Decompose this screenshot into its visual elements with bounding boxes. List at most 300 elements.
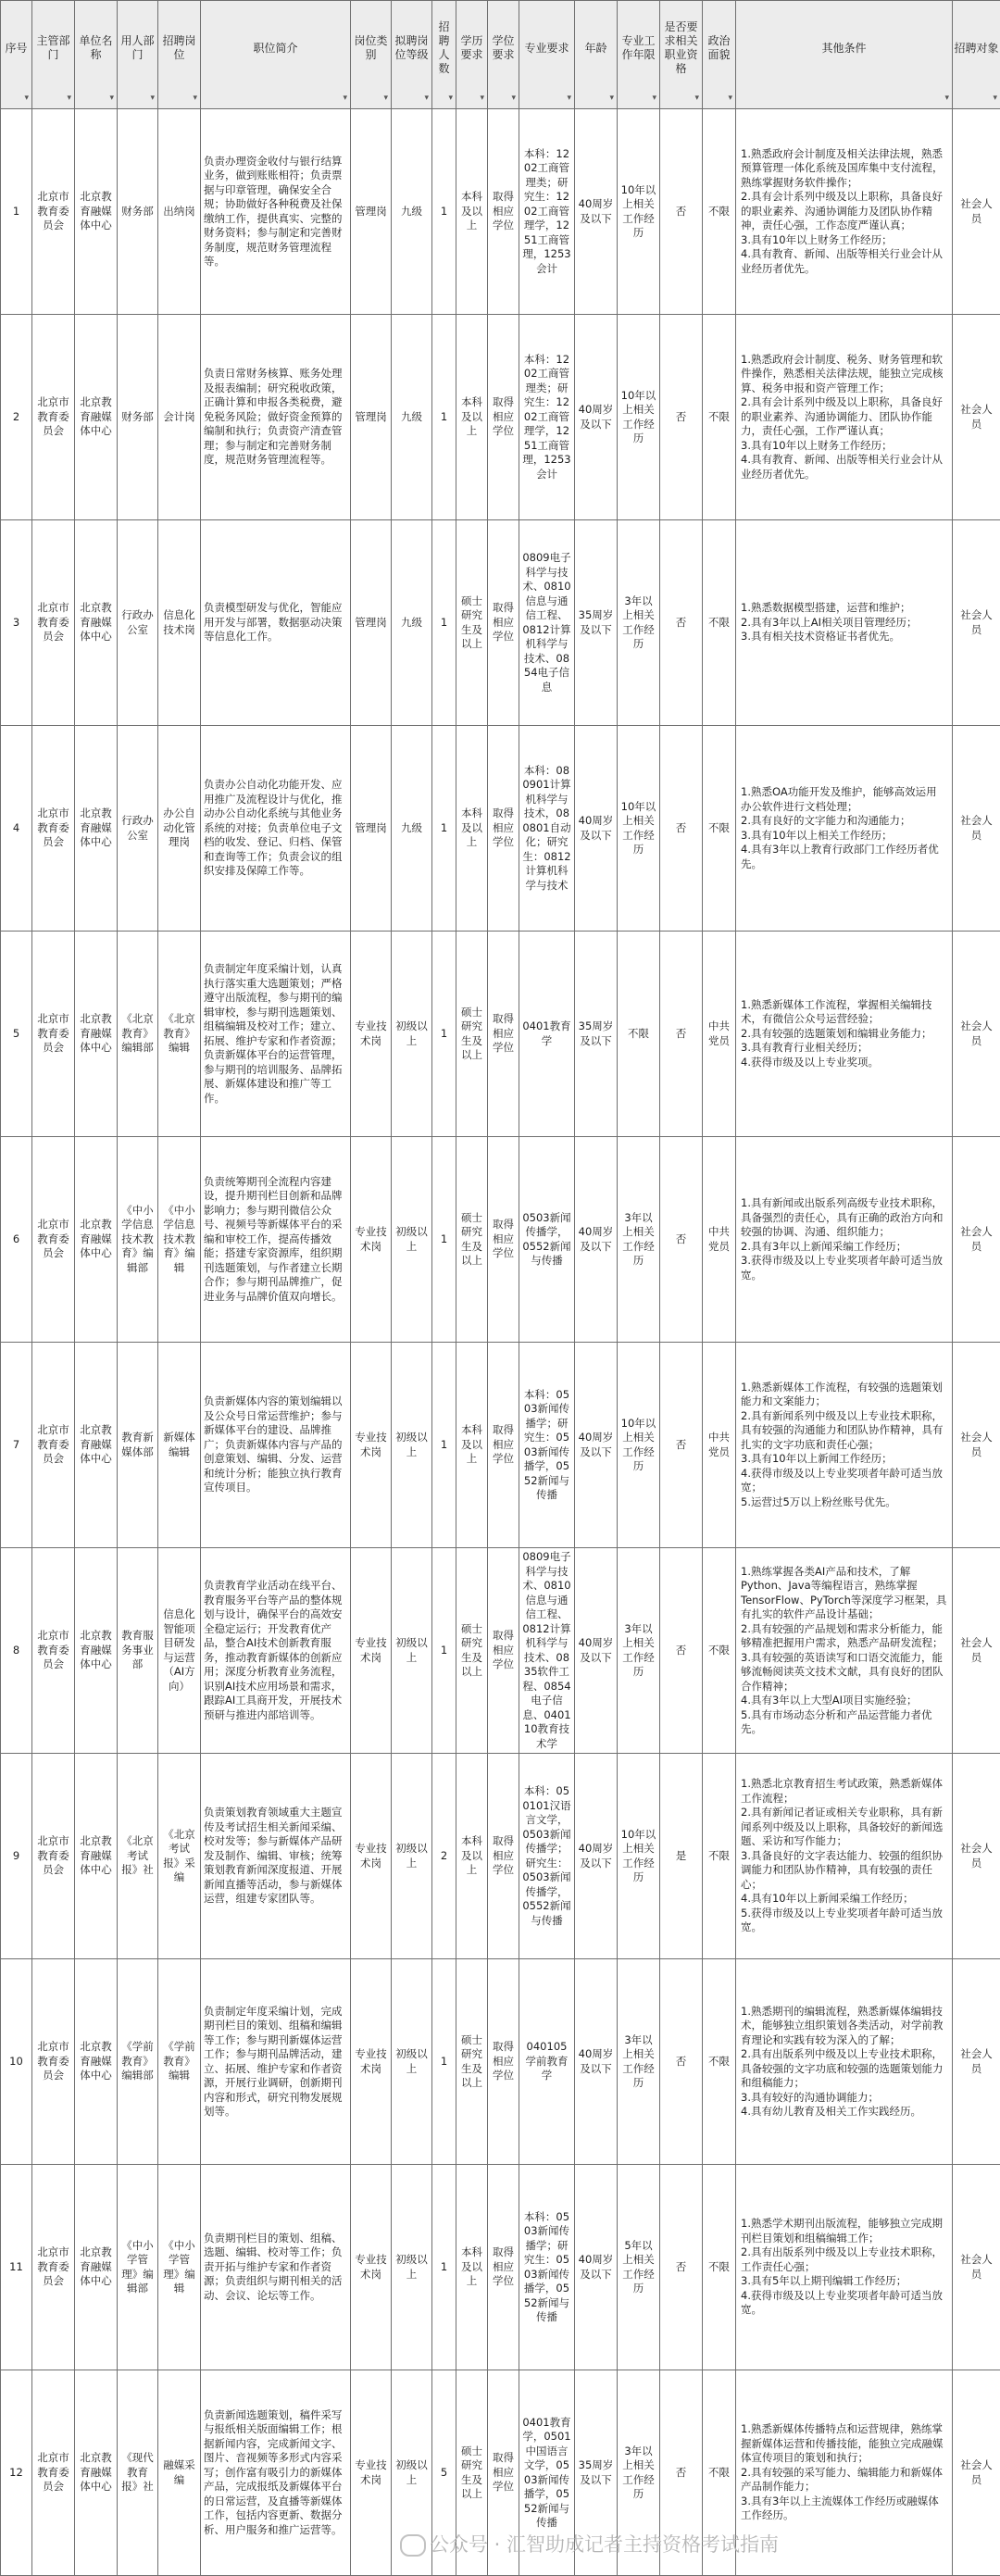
cell-target: 社会人员 [953,932,1000,1137]
cell-count: 1 [432,315,456,520]
cell-edu: 硕士研究生及以上 [456,1959,488,2165]
cell-other [736,1343,953,1548]
cell-years: 5年以上相关工作经历 [618,2165,660,2370]
other-condition-line: 1.熟练掌握各类AI产品和技术，了解Python、Java等编程语言，熟练掌握TensorFlow、PyTorch等深度学习框架，具有扎实的软件产品设计基础； [741,1565,947,1622]
cell-politics: 不限 [703,2165,736,2370]
cell-target: 社会人员 [953,1548,1000,1754]
cell-cert: 否 [660,1548,703,1754]
cell-unit: 北京教育融媒体中心 [75,109,118,315]
cell-cert: 否 [660,315,703,520]
cell-edu: 硕士研究生及以上 [456,932,488,1137]
cell-level: 九级 [392,109,432,315]
column-header-label: 单位名称 [79,34,112,61]
column-header[interactable] [488,1,519,109]
filter-dropdown-icon[interactable]: ▾ [511,92,516,106]
cell-target: 社会人员 [953,520,1000,726]
cell-post: 《中小学信息技术教育》编辑 [158,1137,201,1343]
cell-edu: 本科及以上 [456,1754,488,1959]
column-header[interactable] [456,1,488,109]
other-condition-line: 4.具有幼儿教育及相关工作实践经历。 [741,2105,947,2120]
cell-degree: 取得相应学位 [488,2165,519,2370]
other-condition-line: 4.具有教育、新闻、出版等相关行业会计从业经历者优先。 [741,453,947,481]
cell-category: 专业技术岗 [351,1343,392,1548]
cell-post: 《北京考试报》采编 [158,1754,201,1959]
cell-dept: 北京市教育委员会 [32,2165,75,2370]
cell-unit: 北京教育融媒体中心 [75,1137,118,1343]
cell-category: 专业技术岗 [351,2165,392,2370]
cell-level: 初级以上 [392,1548,432,1754]
cell-years: 10年以上相关工作经历 [618,726,660,932]
cell-age: 40周岁及以下 [575,1343,618,1548]
column-header[interactable] [703,1,736,109]
other-condition-line: 1.熟悉新媒体传播特点和运营规律，熟练掌握新媒体运营和传播技能，能独立完成融媒体宣传项目的策划和执行； [741,2422,947,2466]
column-header-label: 学位要求 [492,34,514,61]
cell-unit: 北京教育融媒体中心 [75,1959,118,2165]
cell-major: 本科：1202工商管理类；研究生：1202工商管理学，1251工商管理，1253会计 [519,315,575,520]
other-condition-line: 1.具有新闻或出版系列高级专业技术职称，具备强烈的责任心，具有正确的政治方向和较强的协调、沟通、组织能力； [741,1196,947,1240]
cell-politics: 不限 [703,1754,736,1959]
cell-target: 社会人员 [953,1137,1000,1343]
cell-category: 专业技术岗 [351,2370,392,2576]
column-header[interactable] [432,1,456,109]
cell-unit: 北京教育融媒体中心 [75,726,118,932]
other-condition-line: 2.具有会计系列中级及以上职称，具备良好的职业素养、沟通协调能力及团队协作精神，责任心强，工作态度严谨认真； [741,190,947,233]
cell-other [736,932,953,1137]
cell-intro: 负责新闻选题策划，稿件采写与报纸相关版面编辑工作；根据新闻内容，完成新闻文字、图片、音视频等多形式内容采写；创作富有吸引力的新媒体产品，完成报纸及新媒体平台的日常运营，及直播等新媒体工作，包括内容更新、数据分析、用户服务和推广运营等。 [201,2370,351,2576]
cell-politics: 中共党员 [703,1137,736,1343]
column-header[interactable] [118,1,158,109]
cell-no: 6 [1,1137,32,1343]
cell-intro: 负责办理资金收付与银行结算业务，做到账账相符；负责票据与印章管理，确保安全合规；协助做好各种税费及社保缴纳工作，提供真实、完整的财务资料；参与制定和完善财务制度，规范财务管理流程等。 [201,109,351,315]
cell-category: 专业技术岗 [351,1754,392,1959]
filter-dropdown-icon[interactable]: ▾ [150,92,155,106]
cell-years: 3年以上相关工作经历 [618,1137,660,1343]
cell-user-dept: 《现代教育报》社 [118,2370,158,2576]
cell-intro: 负责制定年度采编计划，认真执行落实重大选题策划；严格遵守出版流程，参与期刊的编辑审校，参与期刊选题策划、组稿编辑及校对工作；建立、拓展、维护专家和作者资源；负责新媒体平台的运营管理，参与期刊的培训服务、品牌拓展、新媒体建设和推广等工作。 [201,932,351,1137]
cell-count: 1 [432,520,456,726]
cell-degree: 取得相应学位 [488,726,519,932]
other-condition-line: 3.具有10年以上新闻工作经历； [741,1452,947,1467]
other-condition-line: 3.具有5年以上期刊编辑工作经历； [741,2274,947,2289]
cell-dept: 北京市教育委员会 [32,932,75,1137]
cell-other [736,1959,953,2165]
table-row [1,1137,1000,1343]
cell-post: 《学前教育》编辑 [158,1959,201,2165]
cell-major: 0503新闻传播学，0552新闻与传播 [519,1137,575,1343]
cell-intro: 负责策划教育领域重大主题宣传及考试招生相关新闻采编、校对发等；参与新媒体产品研发及制作、编辑、审核；统筹策划教育新闻深度报道、开展新闻直播等活动，参与新媒体运营，组建专家团队等。 [201,1754,351,1959]
cell-degree: 取得相应学位 [488,1959,519,2165]
cell-edu: 硕士研究生及以上 [456,1137,488,1343]
cell-unit: 北京教育融媒体中心 [75,520,118,726]
cell-degree: 取得相应学位 [488,1548,519,1754]
column-header-label: 序号 [5,42,27,55]
cell-politics: 不限 [703,1548,736,1754]
cell-dept: 北京市教育委员会 [32,520,75,726]
cell-category: 专业技术岗 [351,1548,392,1754]
other-condition-line: 3.获得市级及以上专业奖项者年龄可适当放宽。 [741,1254,947,1282]
other-condition-line: 1.熟悉新媒体工作流程，有较强的选题策划能力和文案能力； [741,1381,947,1409]
other-condition-line: 3.具有较好的沟通协调能力； [741,2091,947,2106]
column-header-label: 是否要求相关职业资格 [664,20,697,75]
cell-level: 初级以上 [392,2370,432,2576]
cell-level: 初级以上 [392,2165,432,2370]
cell-major: 0809电子科学与技术、0810信息与通信工程、0812计算机科学与技术、0854电子信息 [519,520,575,726]
cell-count: 1 [432,726,456,932]
column-header-label: 年龄 [584,42,606,55]
cell-degree: 取得相应学位 [488,1137,519,1343]
cell-years: 3年以上相关工作经历 [618,2370,660,2576]
cell-other [736,520,953,726]
cell-count: 1 [432,1137,456,1343]
column-header[interactable] [201,1,351,109]
cell-no: 3 [1,520,32,726]
filter-dropdown-icon[interactable]: ▾ [343,92,347,106]
column-header[interactable] [32,1,75,109]
cell-post: 新媒体编辑 [158,1343,201,1548]
cell-unit: 北京教育融媒体中心 [75,1343,118,1548]
cell-cert: 否 [660,109,703,315]
cell-level: 九级 [392,726,432,932]
cell-age: 40周岁及以下 [575,1754,618,1959]
cell-years: 10年以上相关工作经历 [618,109,660,315]
table-row [1,1959,1000,2165]
cell-age: 40周岁及以下 [575,1137,618,1343]
cell-count: 1 [432,1548,456,1754]
cell-no: 11 [1,2165,32,2370]
cell-level: 九级 [392,520,432,726]
other-condition-line: 1.熟悉政府会计制度及相关法律法规，熟悉预算管理一体化系统及国库集中支付流程，熟练掌握财务软件操作； [741,147,947,191]
cell-user-dept: 《北京教育》编辑部 [118,932,158,1137]
column-header[interactable] [75,1,118,109]
cell-other [736,1754,953,1959]
cell-cert: 否 [660,520,703,726]
cell-target: 社会人员 [953,1343,1000,1548]
cell-no: 12 [1,2370,32,2576]
cell-major: 0401教育学 [519,932,575,1137]
cell-count: 2 [432,1754,456,1959]
cell-cert: 是 [660,1754,703,1959]
other-condition-line: 2.具有较强的选题策划和编辑业务能力； [741,1027,947,1042]
table-row [1,2165,1000,2370]
cell-age: 40周岁及以下 [575,2165,618,2370]
cell-other [736,315,953,520]
filter-dropdown-icon[interactable]: ▾ [24,92,29,106]
cell-no: 10 [1,1959,32,2165]
column-header-label: 招聘对象 [954,42,998,55]
cell-category: 专业技术岗 [351,1137,392,1343]
cell-level: 初级以上 [392,1343,432,1548]
cell-post: 《中小学管理》编辑 [158,2165,201,2370]
filter-dropdown-icon[interactable]: ▾ [652,92,656,106]
column-header[interactable] [1,1,32,109]
cell-intro: 负责统筹期刊全流程内容建设，提升期刊栏目创新和品牌影响力；参与期刊微信公众号、视频号等新媒体平台的采编和审校工作，提高传播效能；搭建专家资源库，组织期刊选题策划，与作者建立长期合作；参与期刊品牌推广，促进业务与品牌价值双向增长。 [201,1137,351,1343]
cell-dept: 北京市教育委员会 [32,1343,75,1548]
cell-age: 35周岁及以下 [575,2370,618,2576]
cell-unit: 北京教育融媒体中心 [75,1548,118,1754]
cell-cert: 否 [660,2165,703,2370]
cell-politics: 不限 [703,2370,736,2576]
table-row [1,932,1000,1137]
cell-post: 《北京教育》编辑 [158,932,201,1137]
cell-post: 出纳岗 [158,109,201,315]
other-condition-line: 4.具有3年以上大型AI项目实施经验； [741,1694,947,1708]
column-header-label: 招聘岗位 [162,34,195,61]
cell-other [736,726,953,932]
cell-category: 管理岗 [351,315,392,520]
cell-level: 初级以上 [392,932,432,1137]
other-condition-line: 3.具有教育行业相关经历； [741,1041,947,1056]
column-header[interactable] [953,1,1000,109]
filter-dropdown-icon[interactable]: ▾ [424,92,429,106]
watermark-text: 公众号 · 汇智助成记者主持资格考试指南 [430,2533,779,2556]
column-header[interactable] [660,1,703,109]
filter-dropdown-icon[interactable]: ▾ [448,92,453,106]
column-header-label: 其他条件 [821,42,866,55]
cell-politics: 不限 [703,520,736,726]
other-condition-line: 1.熟悉新媒体工作流程，掌握相关编辑技术，有微信公众号运营经验； [741,998,947,1027]
cell-category: 管理岗 [351,109,392,315]
cell-target: 社会人员 [953,726,1000,932]
column-header-label: 专业工作年限 [621,34,655,61]
filter-dropdown-icon[interactable]: ▾ [480,92,484,106]
cell-user-dept: 《中小学信息技术教育》编辑部 [118,1137,158,1343]
table-header-row [1,1,1000,109]
cell-edu: 硕士研究生及以上 [456,1548,488,1754]
other-condition-line: 2.具有会计系列中级及以上职称，具备良好的职业素养、沟通协调能力、团队协作能力，责任心强，工作严谨认真； [741,395,947,439]
cell-no: 5 [1,932,32,1137]
cell-user-dept: 行政办公室 [118,520,158,726]
column-header[interactable] [618,1,660,109]
other-condition-line: 5.获得市级及以上专业奖项者年龄可适当放宽。 [741,1907,947,1935]
filter-dropdown-icon[interactable]: ▾ [109,92,114,106]
cell-post: 信息化技术岗 [158,520,201,726]
table-row [1,520,1000,726]
cell-dept: 北京市教育委员会 [32,109,75,315]
other-condition-line: 2.具有新闻记者证或相关专业职称，具有新闻系列中级及以上职称，具备较好的新闻选题、采访和写作能力； [741,1806,947,1849]
cell-intro: 负责新媒体内容的策划编辑以及公众号日常运营维护；参与新媒体平台的建设、品牌推广；负责新媒体内容与产品的创意策划、编辑、分发、运营和统计分析；能独立执行教育宣传项目。 [201,1343,351,1548]
cell-unit: 北京教育融媒体中心 [75,2370,118,2576]
column-header-label: 主管部门 [36,34,69,61]
cell-user-dept: 《北京考试报》社 [118,1754,158,1959]
cell-intro: 负责模型研发与优化，智能应用开发与部署，数据驱动决策等信息化工作。 [201,520,351,726]
cell-cert: 否 [660,2370,703,2576]
table-row [1,109,1000,315]
other-condition-line: 2.具有3年以上AI相关项目管理经历； [741,616,947,631]
cell-post: 办公自动化管理岗 [158,726,201,932]
cell-major: 0809电子科学与技术、0810信息与通信工程、0812计算机科学与技术、0835软件工程、0854电子信息、040110教育技术学 [519,1548,575,1754]
filter-dropdown-icon[interactable]: ▾ [993,92,997,106]
other-condition-line: 4.获得市级及以上专业奖项者年龄可适当放宽。 [741,2289,947,2318]
cell-intro: 负责制定年度采编计划，完成期刊栏目的策划、组稿和编辑等工作；参与期刊新媒体运营工作；参与期刊品牌活动，建立、拓展、维护专家和作者资源，开展行业调研，创新期刊内容和形式，研究刊物发展规划等。 [201,1959,351,2165]
other-condition-line: 4.具有10年以上新闻采编工作经历； [741,1892,947,1907]
cell-age: 40周岁及以下 [575,1548,618,1754]
watermark [400,2530,779,2557]
other-condition-line: 1.熟悉期刊的编辑流程，熟悉新媒体编辑技术，能够独立组织策划各类活动，对学前教育理论和实践有较为深入的了解； [741,2005,947,2048]
cell-edu: 硕士研究生及以上 [456,520,488,726]
cell-age: 40周岁及以下 [575,1959,618,2165]
cell-user-dept: 教育服务事业部 [118,1548,158,1754]
cell-other [736,1137,953,1343]
other-condition-line: 1.熟悉学术期刊出版流程，能够独立完成期刊栏目策划和组稿编辑工作； [741,2217,947,2245]
other-condition-line: 1.熟悉数据模型搭建，运营和维护； [741,601,947,616]
table-body [1,109,1000,2576]
cell-politics: 中共党员 [703,1343,736,1548]
cell-years: 不限 [618,932,660,1137]
cell-years: 10年以上相关工作经历 [618,315,660,520]
column-header[interactable] [575,1,618,109]
cell-other [736,2165,953,2370]
other-condition-line: 4.获得市级及以上专业奖项者年龄可适当放宽； [741,1467,947,1495]
cell-count: 1 [432,109,456,315]
cell-unit: 北京教育融媒体中心 [75,315,118,520]
cell-count: 1 [432,1959,456,2165]
cell-intro: 负责教育学业活动在线平台、教育服务平台等产品的整体规划与设计，确保平台的高效安全稳定运行；开发教育优产品，整合AI技术创新教育服务，推动教育新媒体的创新应用；深度分析教育业务流程，识别AI技术应用场景和需求，跟踪AI工具商开发，开展技术预研与推进内部培训等。 [201,1548,351,1754]
cell-user-dept: 行政办公室 [118,726,158,932]
other-condition-line: 2.具有较强的采写能力、编辑能力和新媒体产品制作能力； [741,2466,947,2495]
cell-other [736,1548,953,1754]
cell-dept: 北京市教育委员会 [32,315,75,520]
column-header-label: 用人部门 [120,34,154,61]
cell-degree: 取得相应学位 [488,932,519,1137]
other-condition-line: 3.具有3年以上主流媒体工作经历或融媒体工作经历。 [741,2495,947,2523]
column-header[interactable] [351,1,392,109]
cell-years: 10年以上相关工作经历 [618,1754,660,1959]
cell-intro: 负责期刊栏目的策划、组稿、选题、编辑、校对等工作；负责开拓与维护专家和作者资源；负责组织与期刊相关的活动、会议、论坛等工作。 [201,2165,351,2370]
cell-degree: 取得相应学位 [488,520,519,726]
other-condition-line: 2.具有出版系列中级及以上专业技术职称，具备较强的文字功底和较强的选题策划能力和组稿能力； [741,2047,947,2091]
cell-target: 社会人员 [953,1959,1000,2165]
cell-age: 40周岁及以下 [575,726,618,932]
cell-degree: 取得相应学位 [488,315,519,520]
column-header[interactable] [158,1,201,109]
other-condition-line: 2.具有3年以上新闻采编工作经历； [741,1240,947,1255]
column-header-label: 专业要求 [524,42,569,55]
cell-cert: 否 [660,932,703,1137]
cell-level: 九级 [392,315,432,520]
cell-major: 0401教育学，0501中国语言文学，0503新闻传播学，0552新闻与传播 [519,2370,575,2576]
cell-cert: 否 [660,1959,703,2165]
cell-user-dept: 教育新媒体部 [118,1343,158,1548]
cell-major: 本科：0503新闻传播学；研究生：0503新闻传播学，0552新闻与传播 [519,1343,575,1548]
cell-politics: 不限 [703,1959,736,2165]
filter-dropdown-icon[interactable]: ▾ [67,92,71,106]
cell-target: 社会人员 [953,315,1000,520]
cell-target: 社会人员 [953,1754,1000,1959]
cell-edu: 硕士研究生及以上 [456,2370,488,2576]
cell-user-dept: 财务部 [118,315,158,520]
other-condition-line: 1.熟悉政府会计制度、税务、财务管理和软件操作，熟悉相关法律法规，能独立完成核算、税务申报和资产管理工作； [741,353,947,396]
filter-dropdown-icon[interactable]: ▾ [383,92,388,106]
cell-age: 35周岁及以下 [575,520,618,726]
cell-years: 3年以上相关工作经历 [618,520,660,726]
cell-level: 初级以上 [392,1754,432,1959]
cell-target: 社会人员 [953,109,1000,315]
other-condition-line: 3.具有10年以上相关工作经历； [741,829,947,844]
column-header[interactable] [392,1,432,109]
cell-post: 融媒采编 [158,2370,201,2576]
cell-dept: 北京市教育委员会 [32,2370,75,2576]
cell-no: 4 [1,726,32,932]
cell-no: 2 [1,315,32,520]
cell-politics: 不限 [703,109,736,315]
cell-unit: 北京教育融媒体中心 [75,1754,118,1959]
cell-count: 1 [432,2165,456,2370]
filter-dropdown-icon[interactable]: ▾ [609,92,614,106]
cell-unit: 北京教育融媒体中心 [75,2165,118,2370]
column-header-label: 职位简介 [253,42,297,55]
column-header[interactable] [736,1,953,109]
cell-major: 本科：050101汉语言文学，0503新闻传播学；研究生：0503新闻传播学，0552新闻与传播 [519,1754,575,1959]
cell-age: 40周岁及以下 [575,109,618,315]
cell-count: 1 [432,1343,456,1548]
other-condition-line: 3.具有相关技术资格证书者优先。 [741,630,947,644]
cell-target: 社会人员 [953,2165,1000,2370]
other-condition-line: 3.具有10年以上财务工作经历； [741,439,947,454]
cell-years: 10年以上相关工作经历 [618,1343,660,1548]
other-condition-line: 4.具有3年以上教育行政部门工作经历者优先。 [741,843,947,871]
other-condition-line: 5.具有市场动态分析和产品运营能力者优先。 [741,1708,947,1737]
filter-dropdown-icon[interactable]: ▾ [193,92,197,106]
other-condition-line: 4.获得市级及以上专业奖项。 [741,1056,947,1070]
cell-dept: 北京市教育委员会 [32,1137,75,1343]
cell-politics: 不限 [703,315,736,520]
cell-no: 8 [1,1548,32,1754]
cell-major: 040105学前教育学 [519,1959,575,2165]
cell-category: 专业技术岗 [351,932,392,1137]
cell-user-dept: 《学前教育》编辑部 [118,1959,158,2165]
cell-level: 初级以上 [392,1137,432,1343]
cell-unit: 北京教育融媒体中心 [75,932,118,1137]
cell-dept: 北京市教育委员会 [32,726,75,932]
column-header[interactable] [519,1,575,109]
other-condition-line: 1.熟悉北京教育招生考试政策，熟悉新媒体工作流程； [741,1777,947,1806]
filter-dropdown-icon[interactable]: ▾ [728,92,732,106]
cell-degree: 取得相应学位 [488,109,519,315]
filter-dropdown-icon[interactable]: ▾ [694,92,699,106]
cell-level: 初级以上 [392,1959,432,2165]
cell-post: 信息化智能项目研发与运营（AI方向） [158,1548,201,1754]
cell-intro: 负责办公自动化功能开发、应用推广及流程设计与优化，推动办公自动化系统与其他业务系统的对接；负责单位电子文档的收发、登记、归档、保管和查询等工作；负责会议的组织安排及保障工作等。 [201,726,351,932]
cell-dept: 北京市教育委员会 [32,1959,75,2165]
filter-dropdown-icon[interactable]: ▾ [944,92,949,106]
cell-category: 管理岗 [351,520,392,726]
cell-no: 7 [1,1343,32,1548]
other-condition-line: 2.具有较强的产品规划和需求分析能力，能够精准把握用户需求，熟悉产品研发流程； [741,1622,947,1651]
cell-category: 专业技术岗 [351,1959,392,2165]
cell-edu: 本科及以上 [456,109,488,315]
cell-count: 5 [432,2370,456,2576]
table-row [1,1548,1000,1754]
cell-intro: 负责日常财务核算、账务处理及报表编制；研究税收政策，正确计算和申报各类税费，避免税务风险；做好资金预算的编制和执行；负责资产清查管理；参与制定和完善财务制度，规范财务管理流程等。 [201,315,351,520]
cell-age: 35周岁及以下 [575,932,618,1137]
cell-edu: 本科及以上 [456,2165,488,2370]
cell-age: 40周岁及以下 [575,315,618,520]
cell-target: 社会人员 [953,2370,1000,2576]
cell-major: 本科：080901计算机科学与技术，080801自动化；研究生：0812计算机科学与技术 [519,726,575,932]
table-row [1,1754,1000,1959]
cell-degree: 取得相应学位 [488,1343,519,1548]
table-row [1,726,1000,932]
cell-category: 管理岗 [351,726,392,932]
filter-dropdown-icon[interactable]: ▾ [567,92,571,106]
cell-edu: 本科及以上 [456,1343,488,1548]
cell-cert: 否 [660,726,703,932]
cell-major: 本科：1202工商管理类；研究生：1202工商管理学，1251工商管理，1253会计 [519,109,575,315]
other-condition-line: 2.具有新闻系列中级及以上专业技术职称，具有较强的沟通能力和团队协作精神，具有扎实的文字功底和责任心强； [741,1409,947,1453]
other-condition-line: 3.具有较强的英语读写和口语交流能力，能够流畅阅读英文技术文献，具有良好的团队合作精神； [741,1651,947,1694]
other-condition-line: 3.具备良好的文字表达能力、较强的组织协调能力和团队协作精神，具有较强的责任心； [741,1849,947,1893]
cell-user-dept: 财务部 [118,109,158,315]
